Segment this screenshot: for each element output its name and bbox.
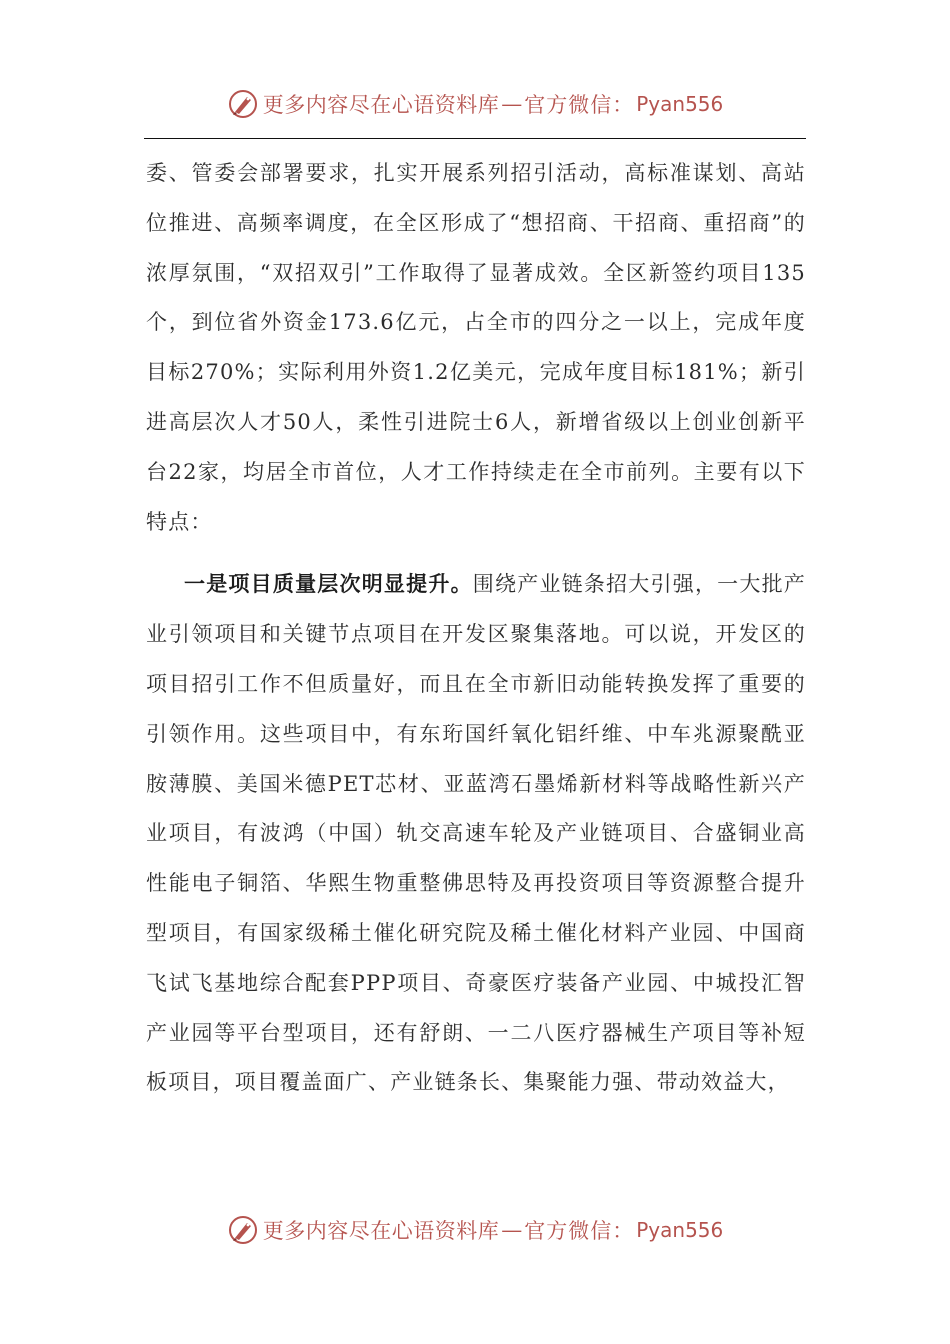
pen-nib-logo-icon xyxy=(227,88,259,120)
pen-nib-logo-icon xyxy=(227,1214,259,1246)
paragraph-lead-heading: 一是项目质量层次明显提升。 xyxy=(184,571,473,597)
banner-wechat-label: 官方微信： xyxy=(524,93,635,117)
banner-separator: — xyxy=(501,92,523,116)
header-banner xyxy=(0,84,950,124)
footer-wechat-label: 官方微信： xyxy=(524,1219,635,1243)
banner-wechat-id: Pyan556 xyxy=(636,92,724,116)
banner-title: 更多内容尽在心语资料库 xyxy=(262,93,500,117)
paragraph-body-text: 围绕产业链条招大引强，一大批产业引领项目和关键节点项目在开发区聚集落地。可以说，开发区的项目招引工作不但质量好，而且在全市新旧动能转换发挥了重要的引领作用。这些项目中，有东珩国纤氧化铝纤维、中车兆源聚酰亚胺薄膜、美国米德PET芯材、亚蓝湾石墨烯新材料等战略性新兴产业项目，有波鸿（中国）轨交高速车轮及产业链项目、合盛铜业高性能电子铜箔、华熙生物重整佛思特及再投资项目等资源整合提升型项目，有国家级稀土催化研究院及稀土催化材料产业园、中国商飞试飞基地综合配套PPP项目、奇豪医疗装备产业园、中城投汇智产业园等平台型项目，还有舒朗、一二八医疗器械生产项目等补短板项目，项目覆盖面广、产业链条长、集聚能力强、带动效益大， xyxy=(146,572,806,1095)
footer-title: 更多内容尽在心语资料库 xyxy=(262,1219,500,1243)
header-divider xyxy=(144,138,806,139)
footer-banner xyxy=(0,1210,950,1250)
paragraph-continuation: 委、管委会部署要求，扎实开展系列招引活动，高标准谋划、高站位推进、高频率调度，在全区形成了“想招商、干招商、重招商”的浓厚氛围，“双招双引”工作取得了显著成效。全区新签约项目135个，到位省外资金173.6亿元，占全市的四分之一以上，完成年度目标270%；实际利用外资1.2亿美元，完成年度目标181%；新引进高层次人才50人，柔性引进院士6人，新增省级以上创业创新平台22家，均居全市首位，人才工作持续走在全市前列。主要有以下特点： xyxy=(146,161,806,534)
paragraph-project-quality xyxy=(146,559,806,1108)
footer-wechat-id: Pyan556 xyxy=(636,1218,724,1242)
document-body xyxy=(146,149,806,1108)
footer-separator: — xyxy=(501,1218,523,1242)
